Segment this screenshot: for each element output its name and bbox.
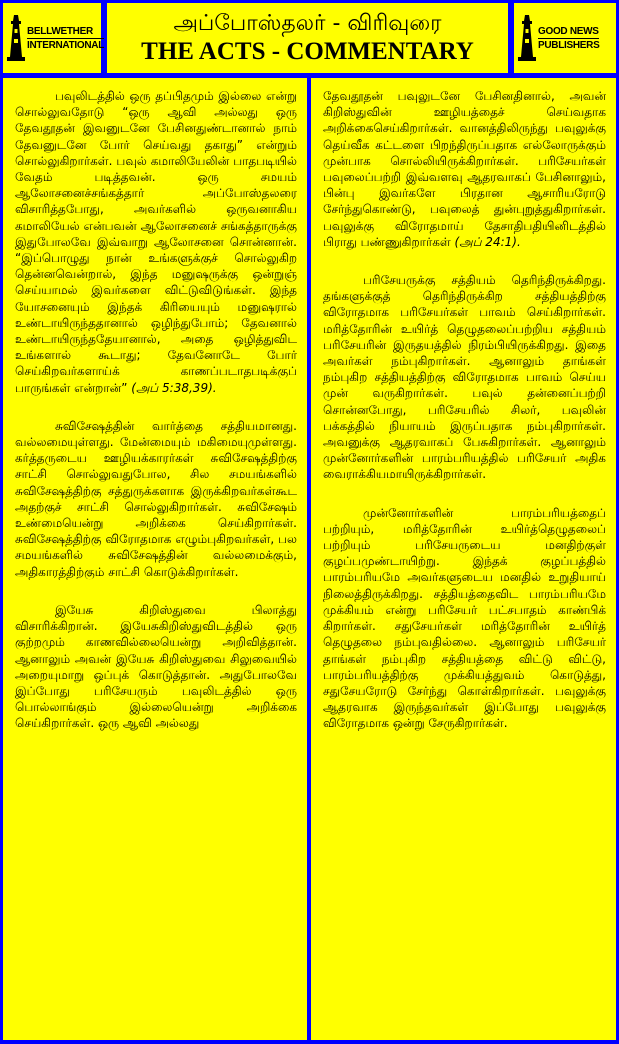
text-column-right	[311, 78, 616, 1040]
page-title-tamil: அப்போஸ்தலர் - விரிவுரை	[173, 11, 442, 36]
paragraph-text: தேவதூதன் பவுலுடனே பேசினதினால், அவன் கிறிஸ்துவின் ஊழியத்தைச் செய்வதாக அறிக்கைசெய்கிறார்கள். வானத்திலிருந்து பவுலுக்கு தெய்வீக கட்டளை பிறந்திருப்பதாக எல்லோருக்கும் முன்பாக சொல்லியிருக்கிறார்கள். பரிசேயர்கள் பவுலைப்பற்றி இவ்வளவு ஆதரவாகப் பேசினாலும், பின்பு இவர்களே பிரதான ஆசாரியரோடு சேர்ந்துகொண்டு, பவுலைத் துன்புறுத்துகிறார்கள். பவுலுக்கு விரோதமாய் தேசாதிபதியினிடத்தில் பிராது பண்ணுகிறார்கள்	[323, 89, 606, 249]
paragraph	[15, 88, 297, 396]
paragraph	[15, 418, 297, 580]
paragraph-text: இயேசு கிறிஸ்துவை பிலாத்து விசாரிக்கிறான். இயேசுகிறிஸ்துவிடத்தில் ஒரு குற்றமும் காணவில்லையென்று அறிவித்தான். ஆனாலும் அவன் இயேசு கிறிஸ்துவை சிலுவையில் அறையுமாறு ஒப்புக் கொடுத்தான். அதுபோலவே இப்போது பரிசேயரும் பவுலிடத்தில் ஒரு பொல்லாங்கும் இல்லையென்று அறிக்கை செய்கிறார்கள். ஒரு ஆவி அல்லது	[15, 602, 297, 731]
title-banner	[107, 3, 508, 73]
logo-line: GOOD NEWS	[538, 25, 599, 37]
scripture-reference: (அப் 24:1).	[454, 234, 521, 249]
logo-line: PUBLISHERS	[538, 39, 600, 51]
bellwether-logo	[3, 3, 105, 73]
lighthouse-icon	[7, 13, 25, 63]
text-column-left	[3, 78, 307, 1040]
paragraph	[323, 272, 606, 483]
paragraph	[323, 505, 606, 732]
paragraph	[323, 88, 606, 250]
paragraph	[15, 602, 297, 732]
good-news-logo	[514, 3, 616, 73]
paragraph-text: பரிசேயருக்கு சத்தியம் தெரிந்திருக்கிறது. தங்களுக்குத் தெரிந்திருக்கிற சத்தியத்திற்கு விரோதமாக பரிசேயர்கள் பாவம் செய்கிறார்கள். மரித்தோரின் உயிர்த் தெழுதலைப்பற்றிய சத்தியம் பரிசேயரின் இருதயத்தில் நிரம்பியிருக்கிறது. இதை அவர்கள் நம்புகிறார்கள். ஆனாலும் தாங்கள் நம்புகிற சத்தியத்திற்கு விரோதமாக பாவம் செய்ய முன் வருகிறார்கள். பவுல் தன்னைப்பற்றி சொன்னபோது, பரிசேயரில் சிலர், பவுலின் பக்கத்தில் நியாயம் இருப்பதாக நம்புகிறார்கள். அவனுக்கு ஆதரவாகப் பேசுகிறார்கள். ஆனாலும் முன்னோர்களின் பாரம்பரியத்தில் பரிசேயர் அதிக வைராக்கியமாயிருக்கிறார்கள்.	[323, 273, 606, 482]
logo-line: BELLWETHER	[27, 25, 104, 39]
paragraph-text: முன்னோர்களின் பாரம்பரியத்தைப் பற்றியும், மரித்தோரின் உயிர்த்தெழுதலைப் பற்றியும் பரிசேயருடைய மனதிற்குள் குழப்பமுண்டாயிற்று. இந்தக் குழப்பத்தில் பாரம்பரியமே அவர்களுடைய மனதில் உறுதியாய் நிலைத்திருக்கிறது. சத்தியத்தைவிட பாரம்பரியமே முக்கியம் என்று பரிசேயர் பட்சபாதம் காண்பிக் கிறார்கள். சதுசேயர்கள் மரித்தோரின் உயிர்த் தெழுதலை நம்புவதில்லை. ஆனாலும் பரிசேயர் தாங்கள் நம்புகிற சத்தியத்தை விட்டு விட்டு, பாரம்பரியத்திற்கு முக்கியத்துவம் கொடுத்து, சதுசேயரோடு சேர்ந்து கொள்கிறார்கள். பவுலுக்கு ஆதரவாக இருந்தவர்கள் இப்போது பவுலுக்கு விரோதமாக ஒன்று சேருகிறார்கள்.	[323, 505, 606, 731]
logo-line: INTERNATIONAL	[27, 39, 105, 51]
paragraph-text: சுவிசேஷத்தின் வார்த்தை சத்தியமானது. வல்லமையுள்ளது. மேன்மையும் மகிமையுமுள்ளது. கர்த்தருடைய ஊழியக்காரர்கள் சுவிசேஷத்திற்கு சாட்சி சொல்லுவதுபோல, சில சமயங்களில் சுவிசேஷத்திற்கு சத்துருக்களாக இருக்கிறவர்கள்கூட அதற்குச் சாட்சி சொல்லுகிறார்கள். சுவிசேஷம் உண்மையென்று அறிக்கை செய்கிறார்கள். சுவிசேஷத்திற்கு விரோதமாக எழும்புகிறவர்கள், பல சமயங்களில் சுவிசேஷத்தின் வல்லமைக்கும், அதிகாரத்திற்கும் சாட்சி கொடுக்கிறார்கள்.	[15, 418, 297, 579]
lighthouse-icon	[518, 13, 536, 63]
scripture-reference: (அப் 5:38,39).	[131, 380, 217, 395]
paragraph-text: பவுலிடத்தில் ஒரு தப்பிதமும் இல்லை என்று சொல்லுவதோடு “ஒரு ஆவி அல்லது ஒரு தேவதூதன் இவனுடனே பேசினதுண்டானால் நாம் தேவனுடனே போர் செய்வது தகாது” என்றும் சொல்லுகிறார்கள். பவுல் கமாலியேலின் பாதபடியில் வேதம் படித்தவன். ஒரு சமயம் ஆலோசனைச்சங்கத்தார் அப்போஸ்தலரை விசாரித்தபோது, அவர்களில் ஒருவனாகிய கமாலியேல் என்பவன் ஆலோசனைச் சங்கத்தாருக்கு இதுபோலவே இவ்வாறு ஆலோசனை சொன்னான். “இப்பொழுது நான் உங்களுக்குச் சொல்லுகிற தென்னவென்றால், இந்த மனுஷருக்கு ஒன்றுஞ் செய்யாமல் இவர்களை விட்டுவிடுங்கள். இந்த யோசனையும் இந்தக் கிரியையும் மனுஷரால் உண்டாயிருந்ததானால் ஒழிந்துபோம்; தேவனால் உண்டாயிருந்ததேயானால், அதை ஒழித்துவிட உங்களால் கூடாது; தேவனோடே போர் செய்கிறவர்களாய்க் காணப்படாதபடிக்குப் பாருங்கள் என்றான்”	[15, 89, 297, 395]
page-title-english: THE ACTS - COMMENTARY	[141, 38, 474, 65]
